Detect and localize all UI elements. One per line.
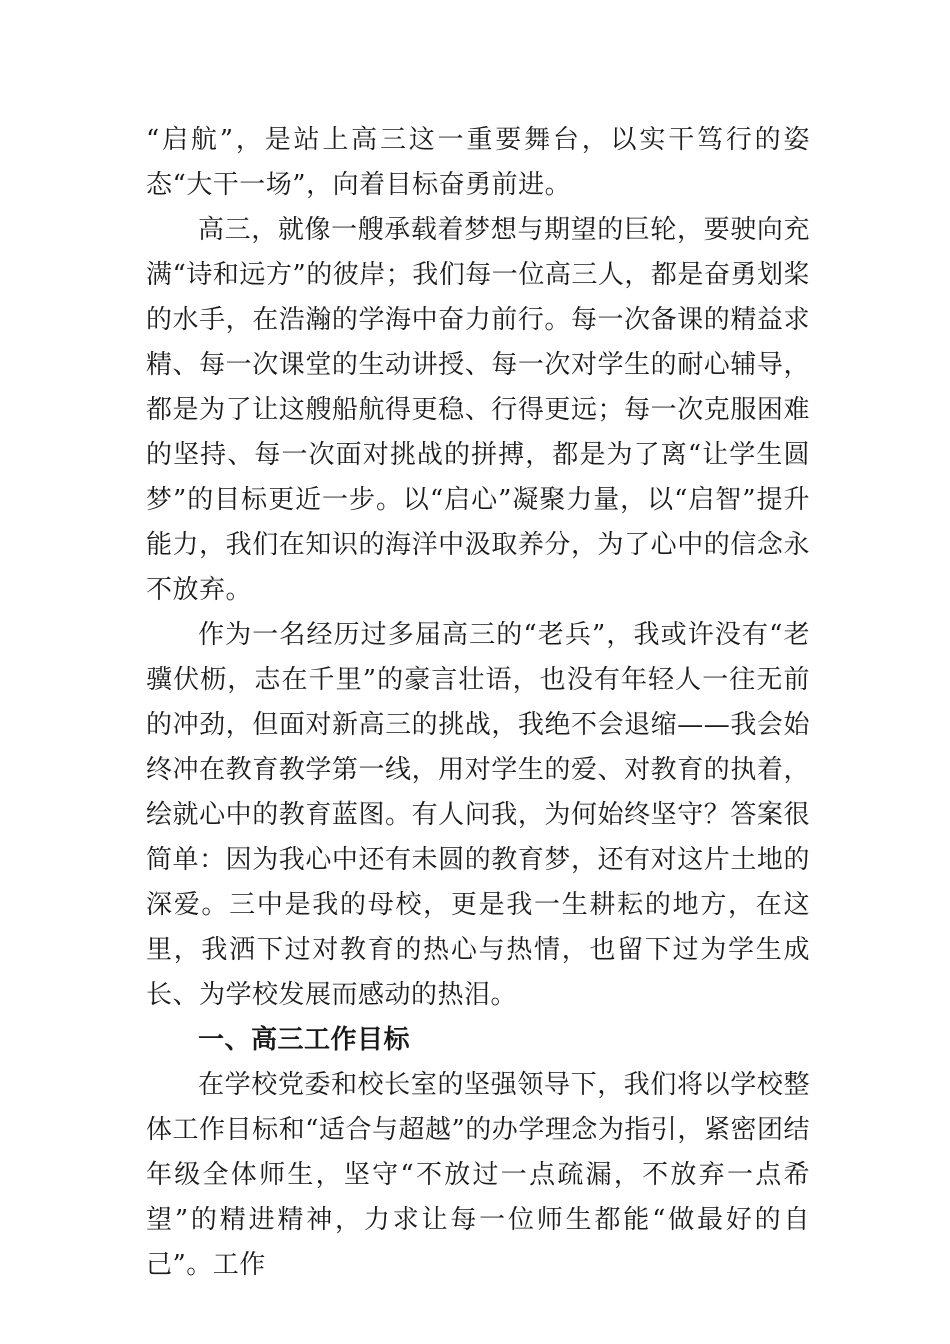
paragraph-work-goals: 在学校党委和校长室的坚强领导下，我们将以学校整体工作目标和“适合与超越”的办学理念为指引，紧密团结年级全体师生，坚守“不放过一点疏漏，不放弃一点希望”的精进精神，力求让每一位师生都能“做最好的自己”。工作 bbox=[146, 1070, 810, 1280]
section-heading: 一、高三工作目标 bbox=[198, 1025, 411, 1055]
document-body bbox=[146, 118, 810, 1288]
paragraph-voyage-metaphor: 高三，就像一艘承载着梦想与期望的巨轮，要驶向充满“诗和远方”的彼岸；我们每一位高三人，都是奋勇划桨的水手，在浩瀚的学海中奋力前行。每一次备课的精益求精、每一次课堂的生动讲授、每一次对学生的耐心辅导，都是为了让这艘船航得更稳、行得更远；每一次克服困难的坚持、每一次面对挑战的拼搏，都是为了离“让学生圆梦”的目标更近一步。以“启心”凝聚力量，以“启智”提升能力，我们在知识的海洋中汲取养分，为了心中的信念永不放弃。 bbox=[146, 215, 810, 605]
paragraph-veteran-teacher: 作为一名经历过多届高三的“老兵”，我或许没有“老骥伏枥，志在千里”的豪言壮语，也没有年轻人一往无前的冲劲，但面对新高三的挑战，我绝不会退缩——我会始终冲在教育教学第一线，用对学生的爱、对教育的执着，绘就心中的教育蓝图。有人问我，为何始终坚守？答案很简单：因为我心中还有未圆的教育梦，还有对这片土地的深爱。三中是我的母校，更是我一生耕耘的地方，在这里，我洒下过对教育的热心与热情，也留下过为学生成长、为学校发展而感动的热泪。 bbox=[146, 620, 810, 1010]
paragraph-continued-intro: “启航”，是站上高三这一重要舞台，以实干笃行的姿态“大干一场”，向着目标奋勇前进。 bbox=[146, 125, 810, 200]
